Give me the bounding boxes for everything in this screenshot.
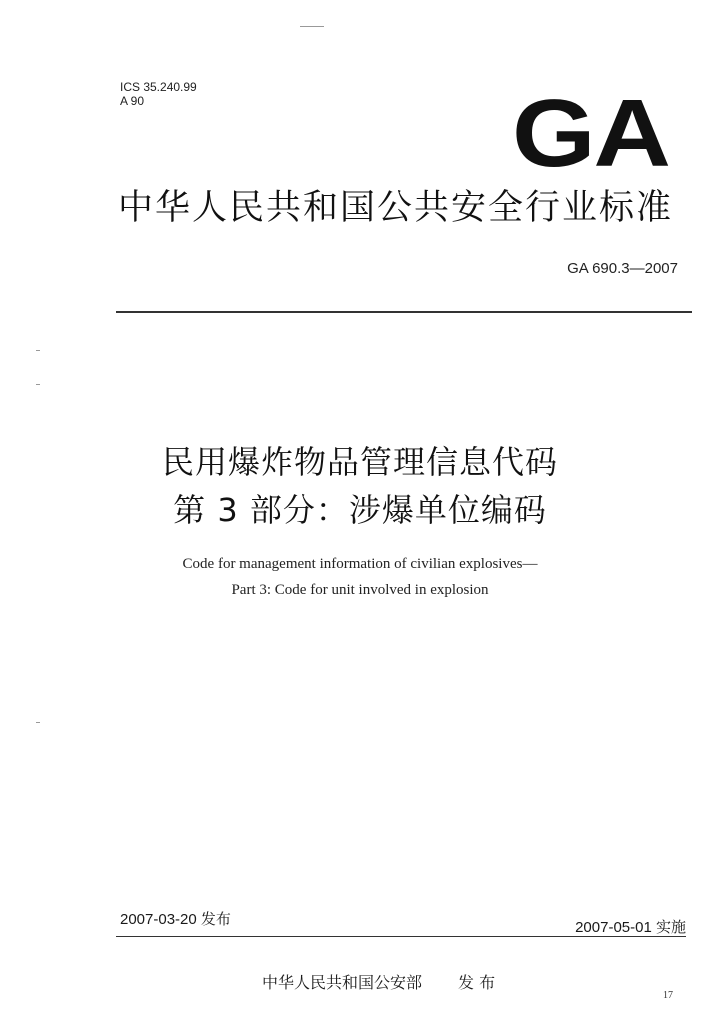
scan-speck — [300, 26, 324, 27]
effective-date: 2007-05-01 实施 — [575, 919, 686, 936]
ics-code: ICS 35.240.99 — [120, 80, 197, 94]
classification-codes — [120, 80, 197, 108]
publisher-name: 中华人民共和国公安部 — [262, 973, 423, 992]
standard-number: GA 690.3—2007 — [567, 260, 678, 277]
english-title-line2: Part 3: Code for unit involved in explosion — [231, 582, 489, 598]
publisher-line — [262, 970, 495, 993]
english-title-line1: Code for management information of civilian explosives— — [182, 556, 538, 572]
release-date: 2007-03-20 发布 — [120, 911, 231, 928]
scan-speck — [36, 350, 40, 351]
document-title-line1: 民用爆炸物品管理信息代码 — [161, 443, 558, 481]
scan-speck — [36, 722, 40, 723]
publish-word: 发 布 — [458, 973, 496, 992]
scan-speck — [36, 384, 40, 385]
top-divider — [116, 311, 692, 313]
bottom-divider — [116, 936, 686, 937]
standard-title: 中华人民共和国公共安全行业标准 — [118, 188, 674, 228]
class-code: A 90 — [120, 94, 145, 108]
page-number: 17 — [663, 990, 673, 1001]
ga-logo: GA — [512, 80, 669, 187]
document-title-line2: 第 3 部分：涉爆单位编码 — [173, 491, 547, 529]
